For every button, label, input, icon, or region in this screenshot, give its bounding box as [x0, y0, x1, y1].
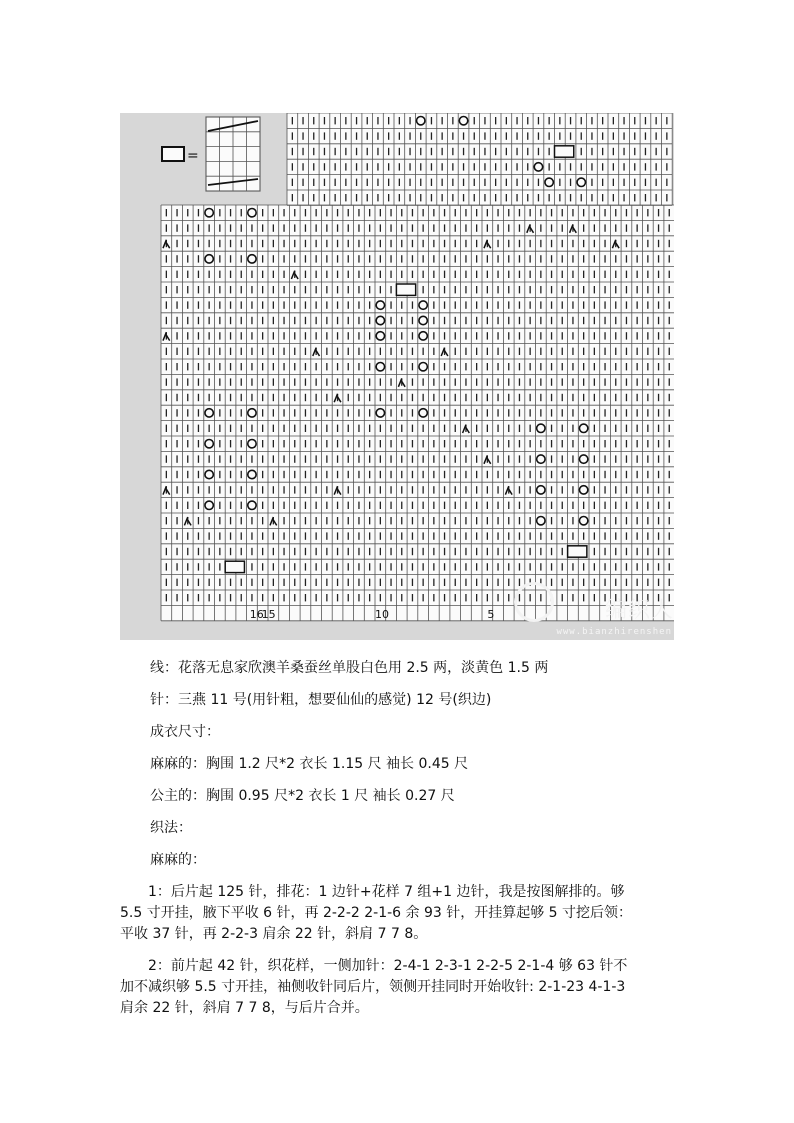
chart-row-number: 15: [261, 607, 276, 621]
yarn-over-icon: [417, 117, 425, 125]
watermark-logo-icon: [514, 582, 554, 622]
yarn-over-icon: [537, 517, 545, 525]
yarn-over-icon: [534, 163, 542, 171]
yarn-over-icon: [205, 209, 213, 217]
front-piece-paragraph: [120, 956, 676, 1019]
yarn-over-icon: [545, 178, 553, 186]
yarn-over-icon: [579, 517, 587, 525]
watermark-url: www.bianzhirenshen: [556, 627, 672, 637]
yarn-over-icon: [248, 470, 256, 478]
chart-row-number: 5: [487, 607, 495, 621]
yarn-over-icon: [376, 332, 384, 340]
yarn-over-icon: [419, 363, 427, 371]
chart-row-number: 10: [375, 607, 389, 621]
yarn-over-icon: [248, 501, 256, 509]
yarn-over-icon: [579, 486, 587, 494]
yarn-over-icon: [376, 301, 384, 309]
yarn-over-icon: [579, 424, 587, 432]
paragraph-line: 肩余 22 针，斜肩 7 7 8，与后片合并。: [120, 1000, 369, 1016]
yarn-over-icon: [248, 440, 256, 448]
method-heading: 织法：: [150, 820, 192, 836]
legend-blank-symbol-icon: [162, 147, 184, 161]
paragraph-line: 5.5 寸开挂，腋下平收 6 针，再 2-2-2 2-1-6 余 93 针，开挂算起够 5 寸挖后领：: [120, 905, 633, 921]
yarn-over-icon: [205, 409, 213, 417]
yarn-over-icon: [248, 255, 256, 263]
paragraph-line: 2：前片起 42 针，织花样，一侧加针：2-4-1 2-3-1 2-2-5 2-1-4 够 63 针不: [120, 958, 628, 974]
yarn-over-icon: [537, 455, 545, 463]
knitting-chart: [120, 113, 674, 640]
legend-equals: =: [187, 148, 199, 164]
mother-heading: 麻麻的：: [150, 852, 206, 868]
yarn-over-icon: [376, 363, 384, 371]
paragraph-line: 加不减织够 5.5 寸开挂，袖侧收针同后片，领侧开挂同时开始收针: 2-1-23 4-1-3: [120, 979, 626, 995]
no-stitch-icon: [396, 284, 415, 295]
yarn-line: 线：花落无息家欣澳羊桑蚕丝单股白色用 2.5 两，淡黄色 1.5 两: [150, 660, 549, 676]
yarn-over-icon: [376, 316, 384, 324]
no-stitch-icon: [568, 546, 587, 557]
yarn-over-icon: [537, 486, 545, 494]
yarn-over-icon: [205, 440, 213, 448]
watermark-text: 编织人: [604, 598, 674, 623]
yarn-over-icon: [205, 501, 213, 509]
yarn-over-icon: [419, 332, 427, 340]
yarn-over-icon: [205, 470, 213, 478]
yarn-over-icon: [579, 455, 587, 463]
mother-size-line: 麻麻的：胸围 1.2 尺*2 衣长 1.15 尺 袖长 0.45 尺: [150, 756, 469, 772]
yarn-over-icon: [205, 255, 213, 263]
yarn-over-icon: [419, 316, 427, 324]
yarn-over-icon: [577, 178, 585, 186]
daughter-size-line: 公主的：胸围 0.95 尺*2 衣长 1 尺 袖长 0.27 尺: [150, 788, 455, 804]
yarn-over-icon: [248, 409, 256, 417]
no-stitch-icon: [225, 561, 244, 572]
size-heading: 成衣尺寸：: [150, 724, 220, 740]
yarn-over-icon: [419, 409, 427, 417]
no-stitch-icon: [555, 146, 574, 157]
yarn-over-icon: [537, 424, 545, 432]
yarn-over-icon: [248, 209, 256, 217]
paragraph-line: 1：后片起 125 针，排花：1 边针+花样 7 组+1 边针，我是按图解排的。够: [120, 884, 625, 900]
back-piece-paragraph: [120, 882, 676, 945]
paragraph-line: 平收 37 针，再 2-2-3 肩余 22 针，斜肩 7 7 8。: [120, 926, 428, 942]
yarn-over-icon: [419, 301, 427, 309]
yarn-over-icon: [459, 117, 467, 125]
knitting-chart-photo: [120, 113, 674, 640]
needle-line: 针：三燕 11 号(用针粗，想要仙仙的感觉) 12 号(织边): [150, 692, 492, 708]
yarn-over-icon: [376, 409, 384, 417]
chart-row-number: 16: [249, 607, 264, 621]
